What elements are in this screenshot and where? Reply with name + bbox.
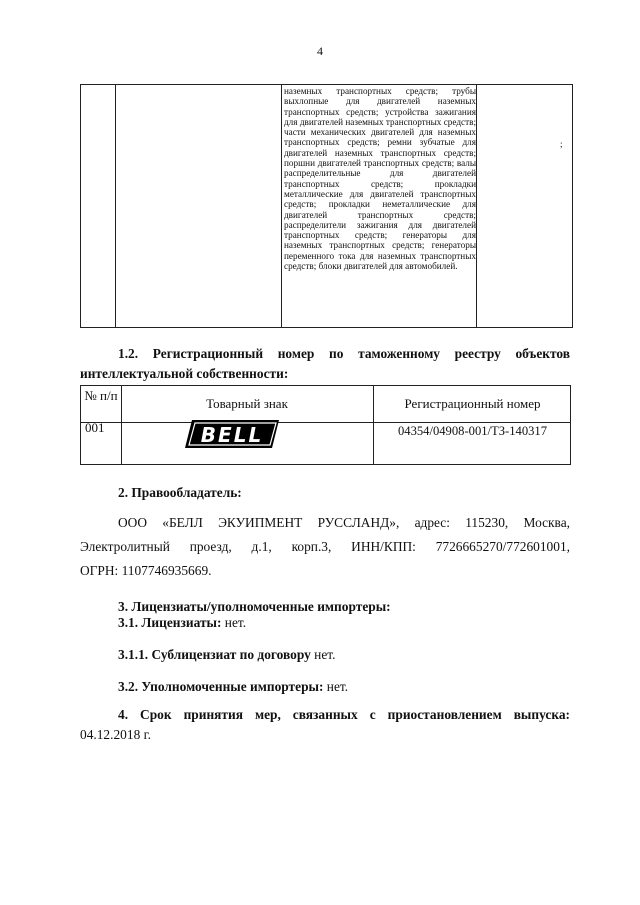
sublicensee-value: нет. (310, 647, 336, 662)
owner-heading: 2. Правообладатель: (118, 485, 242, 500)
table-header-divider (81, 422, 570, 423)
importers-3-2 (118, 677, 348, 697)
margin-mark: ; (560, 139, 563, 149)
col-header-number: № п/п (84, 388, 118, 403)
table-col-divider (115, 85, 116, 327)
registration-number: 04354/04908-001/ТЗ-140317 (397, 424, 548, 438)
section-1-2-line1: 1.2. Регистрационный номер по таможенному реестру объектов (118, 346, 570, 361)
table-col-divider (476, 85, 477, 327)
section-1-2-heading (80, 344, 570, 384)
row-number: 001 (85, 420, 105, 435)
owner-line2: Электролитный проезд, д.1, корп.3, ИНН/КПП: 7726665270/772601001, (80, 539, 570, 554)
logo-lettering: BELL (200, 423, 264, 447)
owner-details (80, 511, 570, 583)
col-header-registration: Регистрационный номер (404, 396, 541, 411)
goods-list-text: наземных транспортных средств; трубы выхлопные для двигателей наземных транспортных средств; устройства зажигания для двигателей наземных транспортных средств; части механических двигателей для наземных транспортных средств; ремни зубчатые для двигателей наземных транспортных средств; поршни двигателей транспортных средств; валы распределительные для двигателей транспортных средств; прокладки металлические для двигателей транспортных средств; прокладки неметаллические для двигателей транспортных средств; распределители зажигания для двигателей транспортных средств; генераторы для наземных транспортных средств; генераторы переменного тока для наземных транспортных средств; блоки двигателей для автомобилей. (284, 86, 476, 272)
licensees-3-1-value: нет. (221, 615, 247, 630)
sublicensee-label: 3.1.1. Сублицензиат по договору (118, 647, 311, 662)
term-section (80, 705, 570, 745)
term-heading: 4. Срок принятия мер, связанных с приостановлением выпуска: (118, 707, 570, 722)
importers-value: нет. (323, 679, 349, 694)
bell-logo (184, 419, 280, 449)
licensees-heading: 3. Лицензиаты/уполномоченные импортеры: (118, 599, 391, 614)
sublicensee-3-1-1 (118, 645, 335, 665)
owner-line1: ООО «БЕЛЛ ЭКУИПМЕНТ РУССЛАНД», адрес: 115230, Москва, (118, 515, 570, 530)
importers-label: 3.2. Уполномоченные импортеры: (118, 679, 324, 694)
table-col-divider (281, 85, 282, 327)
trademark-table (80, 385, 571, 465)
section-1-2-line2: интеллектуальной собственности: (80, 366, 289, 381)
page-number: 4 (317, 44, 323, 58)
term-date: 04.12.2018 г. (80, 727, 151, 742)
col-header-trademark: Товарный знак (206, 396, 288, 411)
licensees-3-1 (118, 613, 246, 633)
licensees-3-1-label: 3.1. Лицензиаты: (118, 615, 222, 630)
owner-line3: ОГРН: 1107746935669. (80, 563, 212, 578)
